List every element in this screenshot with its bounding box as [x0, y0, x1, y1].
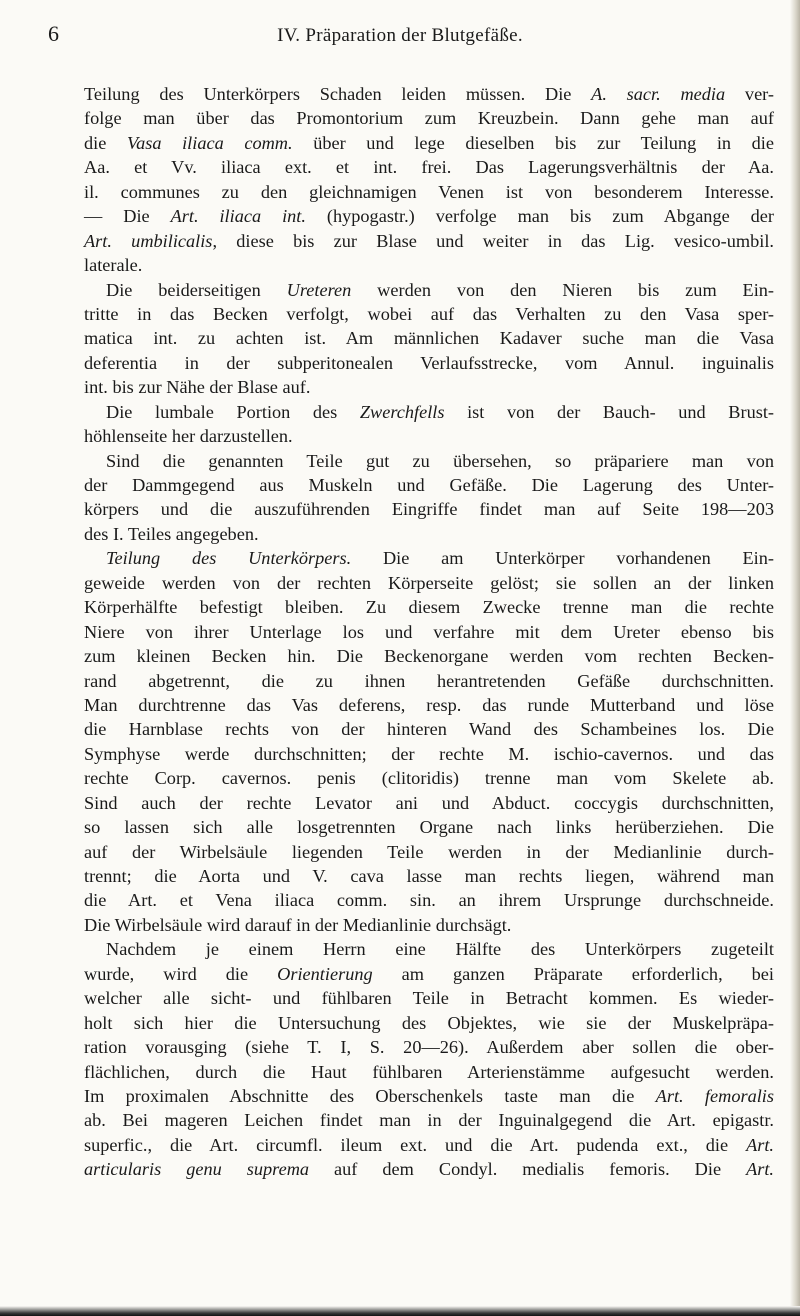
- page-bottom-edge: [0, 1306, 800, 1316]
- text-line: Art. umbilicalis, diese bis zur Blase und weiter in das Lig. vesico-umbil.: [84, 230, 775, 251]
- text-line: trennt; die Aorta und V. cava lasse man rechts liegen, während man: [84, 866, 774, 886]
- text-line: ration vorausging (siehe T. I, S. 20—26). Außerdem aber sollen die ober-: [84, 1037, 774, 1058]
- text-line: folge man über das Promontorium zum Kreuzbein. Dann gehe man auf: [84, 108, 774, 129]
- text-line: laterale.: [84, 255, 143, 276]
- text-line: superfic., die Art. circumfl. ileum ext. und die Art. pudenda ext., die Art.: [84, 1134, 774, 1155]
- text-line: Teilung des Unterkörpers. Die am Unterkörper vorhandenen Ein-: [106, 548, 774, 569]
- text-line: die Art. et Vena iliaca comm. sin. an ihrem Ursprunge durchschneide.: [84, 890, 774, 911]
- text-line: — Die Art. iliaca int. (hypogastr.) verfolge man bis zum Abgange der: [84, 206, 774, 227]
- text-line: so lassen sich alle losgetrennten Organe nach links herüberziehen. Die: [84, 817, 774, 838]
- text-line: ab. Bei mageren Leichen findet man in der Inguinalgegend die Art. epigastr.: [84, 1110, 774, 1131]
- page-edge-shadow: [790, 0, 800, 1316]
- text-line: Niere von ihrer Unterlage los und verfahre mit dem Ureter ebenso bis: [84, 621, 774, 642]
- text-line: körpers und die auszuführenden Eingriffe findet man auf Seite 198—203: [84, 499, 774, 520]
- text-line: rechte Corp. cavernos. penis (clitoridis) trenne man vom Skelete ab.: [84, 768, 774, 789]
- text-line: Nachdem je einem Herrn eine Hälfte des Unterkörpers zugeteilt: [106, 939, 774, 960]
- text-line: rand abgetrennt, die zu ihnen herantretenden Gefäße durchschnitten.: [84, 670, 774, 691]
- text-line: höhlenseite her darzustellen.: [84, 426, 293, 447]
- text-line: Körperhälfte befestigt bleiben. Zu diesem Zwecke trenne man die rechte: [84, 597, 774, 618]
- running-head: IV. Präparation der Blutgefäße.: [277, 25, 523, 46]
- text-line: flächlichen, durch die Haut fühlbaren Arterienstämme aufgesucht werden.: [84, 1061, 774, 1082]
- text-line: Die lumbale Portion des Zwerchfells ist von der Bauch- und Brust-: [106, 401, 774, 422]
- text-line: wurde, wird die Orientierung am ganzen Präparate erforderlich, bei: [84, 963, 774, 984]
- text-line: Symphyse werde durchschnitten; der rechte M. ischio-cavernos. und das: [84, 743, 774, 764]
- text-line: il. communes zu den gleichnamigen Venen ist von besonderem Interesse.: [84, 181, 774, 202]
- text-line: Im proximalen Abschnitte des Oberschenkels taste man die Art. femoralis: [84, 1085, 774, 1106]
- text-line: geweide werden von der rechten Körperseite gelöst; sie sollen an der linken: [84, 572, 774, 593]
- text-line: Die Wirbelsäule wird darauf in der Medianlinie durchsägt.: [84, 914, 512, 935]
- text-line: Man durchtrenne das Vas deferens, resp. das runde Mutterband und löse: [84, 694, 774, 715]
- page-number: 6: [48, 21, 59, 46]
- text-line: holt sich hier die Untersuchung des Objektes, wie sie der Muskelpräpa-: [84, 1012, 774, 1033]
- text-line: die Harnblase rechts von der hinteren Wand des Schambeines los. Die: [84, 719, 774, 740]
- text-line: zum kleinen Becken hin. Die Beckenorgane werden vom rechten Becken-: [84, 646, 774, 667]
- text-line: Sind auch der rechte Levator ani und Abduct. coccygis durchschnitten,: [84, 792, 774, 813]
- text-line: deferentia in der subperitonealen Verlaufsstrecke, vom Annul. inguinalis: [84, 352, 774, 373]
- text-line: Die beiderseitigen Ureteren werden von den Nieren bis zum Ein-: [106, 279, 774, 300]
- text-line: des I. Teiles angegeben.: [84, 523, 259, 544]
- text-line: tritte in das Becken verfolgt, wobei auf das Verhalten zu den Vasa sper-: [84, 303, 774, 324]
- text-line: Aa. et Vv. iliaca ext. et int. frei. Das Lagerungsverhältnis der Aa.: [84, 157, 774, 178]
- text-line: auf der Wirbelsäule liegenden Teile werden in der Medianlinie durch-: [84, 841, 774, 862]
- body-text: [84, 82, 774, 1182]
- text-line: matica int. zu achten ist. Am männlichen Kadaver suche man die Vasa: [84, 328, 774, 349]
- text-line: int. bis zur Nähe der Blase auf.: [84, 377, 311, 398]
- text-line: Teilung des Unterkörpers Schaden leiden müssen. Die A. sacr. media ver-: [84, 84, 774, 104]
- text-line: welcher alle sicht- und fühlbaren Teile in Betracht kommen. Es wieder-: [84, 988, 774, 1009]
- text-line: Sind die genannten Teile gut zu übersehen, so präpariere man von: [106, 450, 774, 471]
- text-line: die Vasa iliaca comm. über und lege dieselben bis zur Teilung in die: [84, 132, 774, 153]
- text-line: articularis genu suprema auf dem Condyl. medialis femoris. Die Art.: [84, 1159, 774, 1180]
- text-line: der Dammgegend aus Muskeln und Gefäße. Die Lagerung des Unter-: [84, 475, 774, 495]
